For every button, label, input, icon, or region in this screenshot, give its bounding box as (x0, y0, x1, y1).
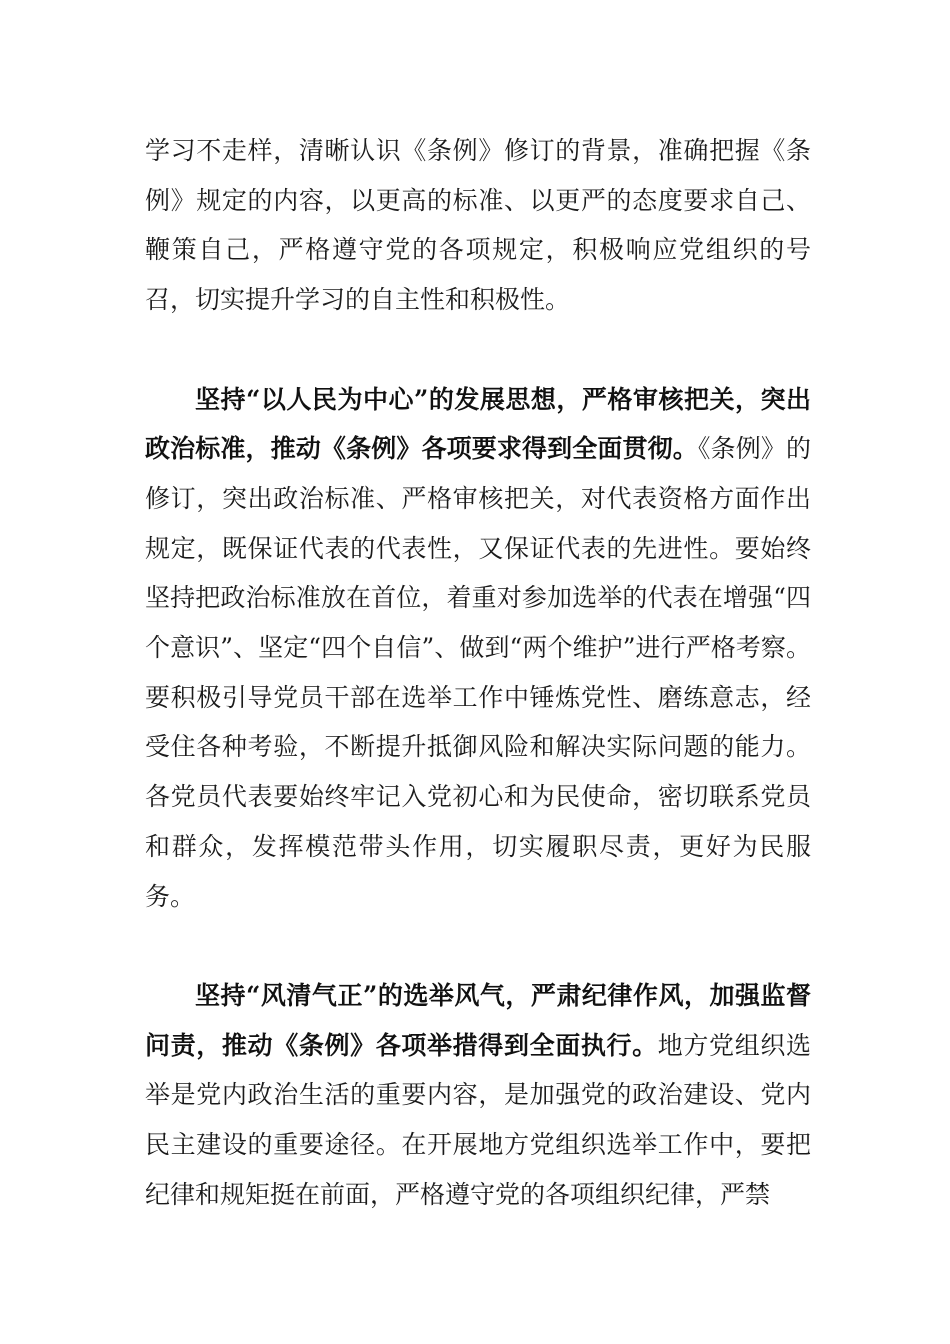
paragraph-1-body: 学习不走样，清晰认识《条例》修订的背景，准确把握《条例》规定的内容，以更高的标准、以更严的态度要求自己、鞭策自己，严格遵守党的各项规定，积极响应党组织的号召，切实提升学习的自主性和积极性。 (145, 136, 811, 315)
paragraph-2-heading: 坚持“以人民为中心”的发展思想，严格审核把关，突出政治标准，推动《条例》各项要求得到全面贯彻。 (145, 384, 811, 464)
document-body (145, 126, 811, 1219)
paragraph-3-heading: 坚持“风清气正”的选举风气，严肃纪律作风，加强监督问责，推动《条例》各项举措得到全面执行。 (145, 980, 811, 1060)
paragraph-2 (145, 375, 811, 922)
paragraph-1 (145, 126, 811, 325)
paragraph-3 (145, 971, 811, 1220)
paragraph-gap (145, 325, 811, 375)
paragraph-2-body: 《条例》的修订，突出政治标准、严格审核把关，对代表资格方面作出规定，既保证代表的代表性，又保证代表的先进性。要始终坚持把政治标准放在首位，着重对参加选举的代表在增强“四个意识”、坚定“四个自信”、做到“两个维护”进行严格考察。要积极引导党员干部在选举工作中锤炼党性、磨练意志，经受住各种考验，不断提升抵御风险和解决实际问题的能力。各党员代表要始终牢记入党初心和为民使命，密切联系党员和群众，发挥模范带头作用，切实履职尽责，更好为民服务。 (145, 434, 811, 911)
paragraph-3-body: 地方党组织选举是党内政治生活的重要内容，是加强党的政治建设、党内民主建设的重要途径。在开展地方党组织选举工作中，要把纪律和规矩挺在前面，严格遵守党的各项组织纪律，严禁 (145, 1030, 811, 1209)
paragraph-gap (145, 921, 811, 971)
